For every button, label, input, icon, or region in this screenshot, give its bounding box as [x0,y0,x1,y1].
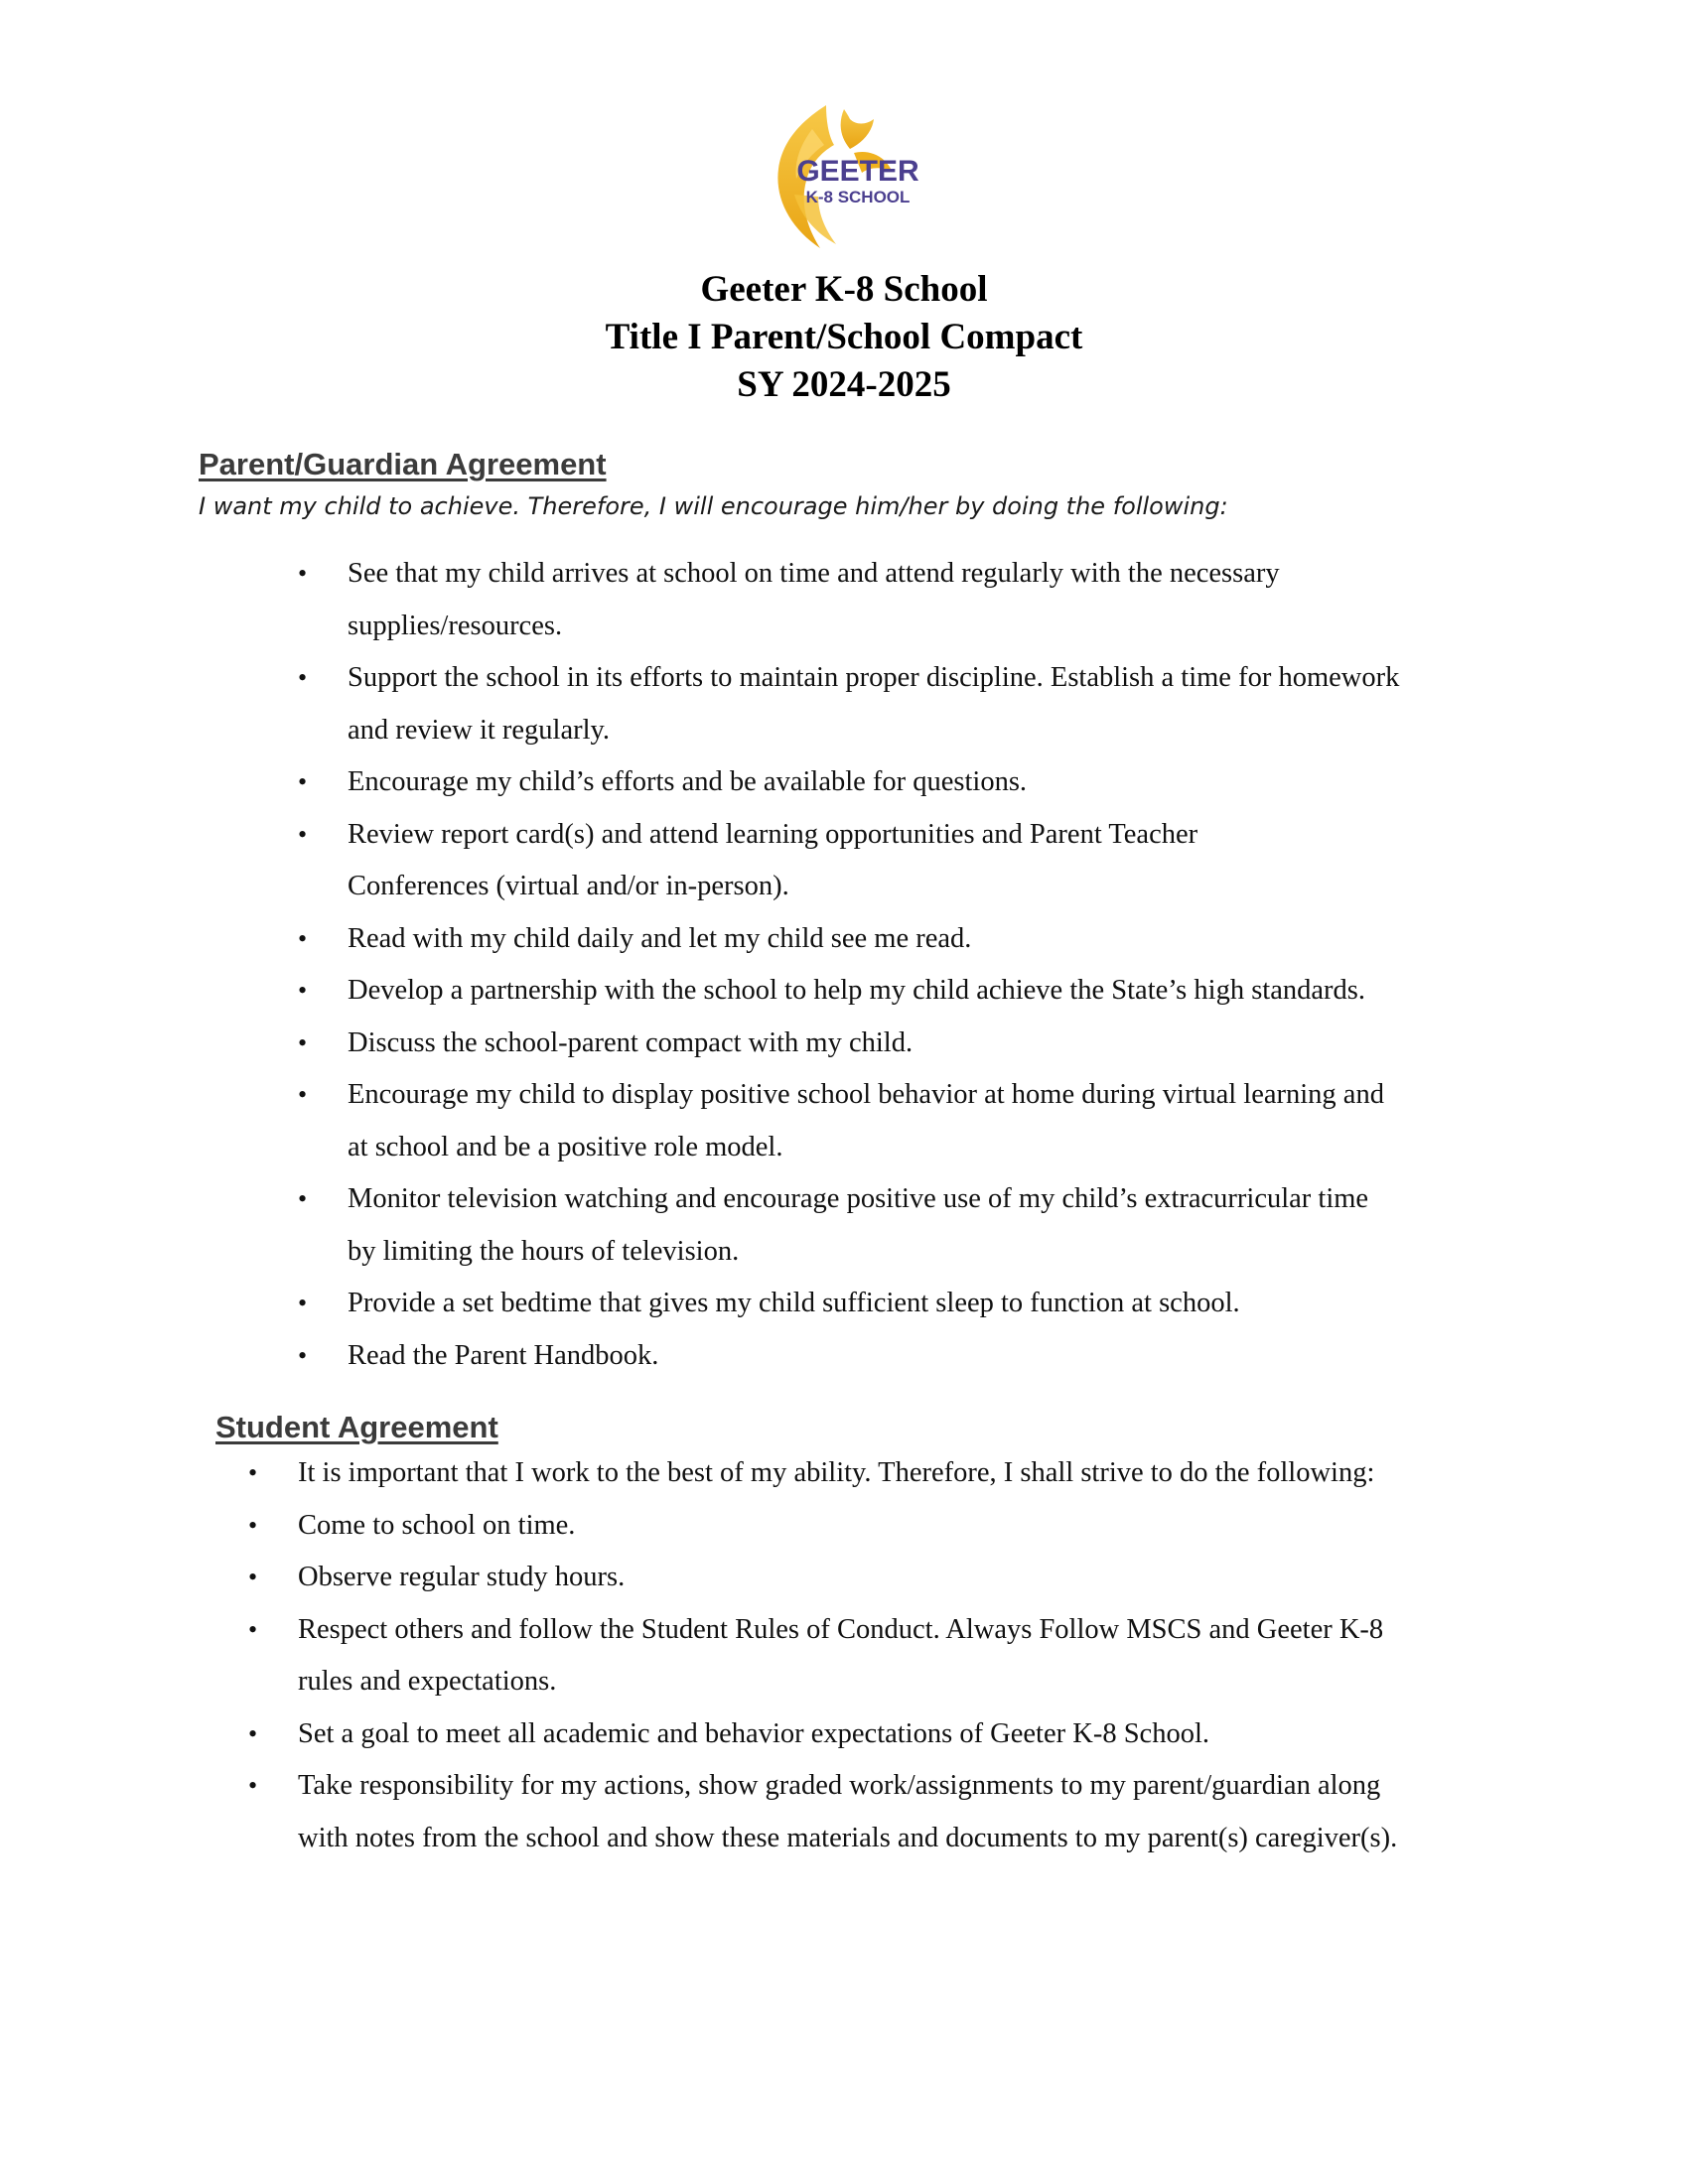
bullet-icon: • [248,1614,258,1644]
bullet-icon: • [248,1563,258,1591]
list-item [298,1330,1519,1383]
parent-agreement-heading: Parent/Guardian Agreement [199,447,607,481]
list-item-line: and review it regularly. [348,714,611,746]
list-item-line: Read the Parent Handbook. [348,1339,659,1371]
list-item-line: Monitor television watching and encourage positive use of my child’s extracurricular time [348,1183,1369,1214]
list-item-line: Encourage my child’s efforts and be available for questions. [348,766,1028,797]
bullet-icon: • [248,1458,258,1487]
bullet-icon: • [298,819,308,849]
bullet-icon: • [298,1080,308,1109]
logo-line2: K-8 SCHOOL [805,188,911,206]
student-agreement-heading: Student Agreement [215,1410,498,1444]
bullet-icon: • [298,663,308,692]
list-item [298,913,1519,966]
list-item [248,1500,1519,1553]
bullet-icon: • [298,1027,308,1057]
list-item-line: at school and be a positive role model. [348,1131,783,1162]
bullet-icon: • [298,923,308,953]
list-item-line: Read with my child daily and let my child see me read. [348,922,972,954]
list-item [248,1552,1519,1604]
list-item [298,1173,1519,1278]
list-item-line: by limiting the hours of television. [348,1235,740,1267]
bullet-icon: • [298,1184,308,1213]
list-item-line: supplies/resources. [348,610,563,641]
list-item [298,965,1519,1018]
list-item-line: Develop a partnership with the school to help my child achieve the State’s high standards. [348,975,1365,1006]
parent-agreement-list [298,548,1519,1382]
list-item-line: Observe regular study hours. [298,1562,626,1592]
student-agreement-list [248,1447,1519,1864]
bullet-icon: • [298,559,308,588]
list-item-line: It is important that I work to the best of my ability. Therefore, I shall strive to do the following: [298,1457,1375,1488]
document-title: Title I Parent/School Compact [605,317,1083,357]
school-logo [755,99,923,258]
dragon-logo-icon [755,99,923,258]
list-item-line: Conferences (virtual and/or in-person). [348,871,789,901]
list-item [298,548,1519,652]
school-year: SY 2024-2025 [737,364,951,405]
list-item-line: Come to school on time. [298,1509,576,1541]
list-item-line: Support the school in its efforts to maintain proper discipline. Establish a time for homework [348,662,1400,693]
list-item-line: Discuss the school-parent compact with my child. [348,1026,914,1058]
list-item-line: See that my child arrives at school on time and attend regularly with the necessary [348,558,1280,589]
list-item [248,1604,1519,1708]
list-item [248,1708,1519,1761]
list-item [298,652,1519,756]
list-item [298,1069,1519,1173]
bullet-icon: • [298,1289,308,1317]
list-item-line: Take responsibility for my actions, show graded work/assignments to my parent/guardian along [298,1770,1381,1801]
bullet-icon: • [298,767,308,796]
list-item-line: Set a goal to meet all academic and behavior expectations of Geeter K-8 School. [298,1717,1209,1749]
list-item-line: Encourage my child to display positive school behavior at home during virtual learning and [348,1079,1384,1110]
list-item-line: Provide a set bedtime that gives my child sufficient sleep to function at school. [348,1288,1240,1318]
parent-agreement-intro: I want my child to achieve. Therefore, I will encourage him/her by doing the following: [199,492,1228,520]
bullet-icon: • [248,1718,258,1748]
list-item [248,1760,1519,1864]
list-item [298,809,1519,913]
list-item-line: with notes from the school and show these materials and documents to my parent(s) caregiver(s). [298,1822,1398,1853]
list-item [298,1018,1519,1070]
list-item [248,1447,1519,1500]
logo-line1: GEETER [796,155,919,188]
bullet-icon: • [248,1771,258,1800]
school-name: Geeter K-8 School [700,269,988,310]
bullet-icon: • [298,1340,308,1370]
bullet-icon: • [248,1510,258,1540]
bullet-icon: • [298,976,308,1005]
document-title-block [0,266,1688,409]
list-item [298,1278,1519,1330]
list-item-line: rules and expectations. [298,1666,557,1697]
list-item-line: Review report card(s) and attend learning opportunities and Parent Teacher [348,818,1198,850]
list-item [298,756,1519,809]
list-item-line: Respect others and follow the Student Rules of Conduct. Always Follow MSCS and Geeter K-8 [298,1613,1384,1645]
